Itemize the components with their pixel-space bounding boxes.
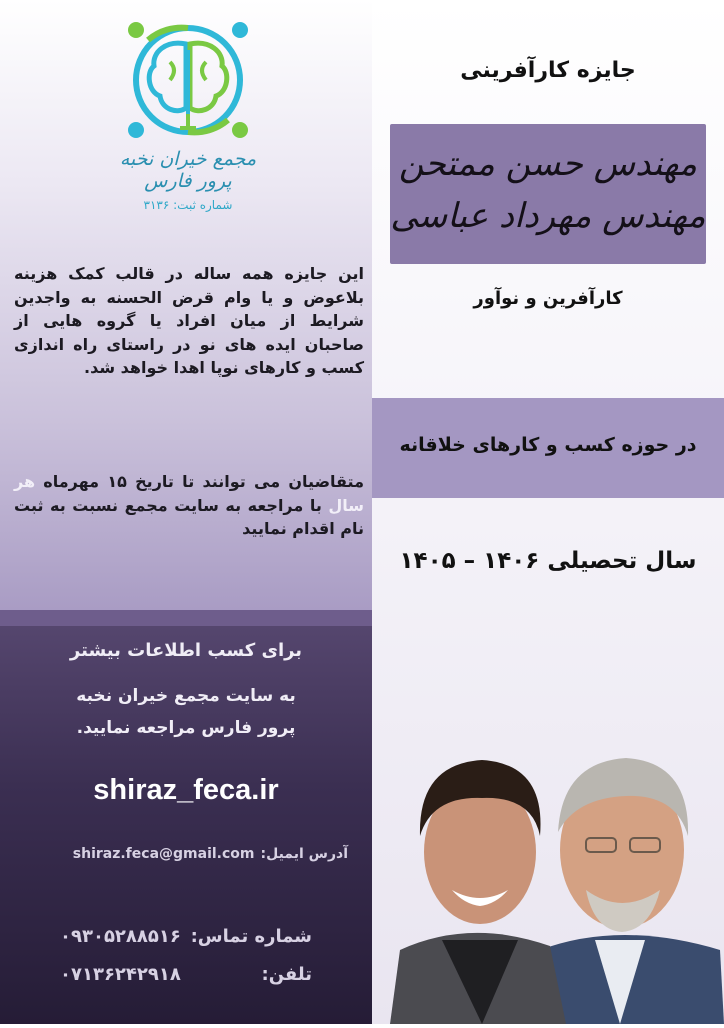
logo xyxy=(108,10,268,225)
applicants-notice xyxy=(14,470,364,541)
registration-number: شماره ثبت: ۳۱۳۶ xyxy=(143,198,233,212)
applicants-text-2: با مراجعه به سایت مجمع نسبت به ثبت نام اقدام نمایید xyxy=(14,495,364,538)
award-tagline: کارآفرین و نوآور xyxy=(473,288,623,309)
award-field: در حوزه کسب و کارهای خلاقانه xyxy=(399,434,697,456)
academic-year: سال تحصیلی ۱۴۰۶ – ۱۴۰۵ xyxy=(399,548,697,574)
award-title: جایزه کارآفرینی xyxy=(460,58,636,83)
email-row xyxy=(18,846,348,862)
brain-tree-icon xyxy=(108,10,268,150)
tel-row xyxy=(60,964,312,985)
tel-label: تلفن: xyxy=(261,964,312,985)
winner-name-2: مهندس مهرداد عباسی xyxy=(390,196,706,236)
site-text-line-2: پرور فارس مراجعه نمایید. xyxy=(76,718,296,738)
phone-number[interactable]: ۰۹۳۰۵۲۸۸۵۱۶ xyxy=(60,926,181,947)
portrait-right xyxy=(530,758,724,1024)
email-address[interactable]: shiraz.feca@gmail.com xyxy=(72,846,255,862)
winners-photo xyxy=(390,740,724,1024)
more-info-title: برای کسب اطلاعات بیشتر xyxy=(69,640,303,661)
phone-row xyxy=(60,926,312,947)
portrait-left xyxy=(390,760,566,1024)
winner-name-1: مهندس حسن ممتحن xyxy=(398,144,698,184)
applicants-highlight: هر سال xyxy=(14,472,364,515)
contact-panel xyxy=(0,610,372,1024)
logo-name: مجمع خیران نخبه پرور فارس xyxy=(119,148,257,192)
site-text-line-1: به سایت مجمع خیران نخبه xyxy=(76,686,296,706)
award-description: این جایزه همه ساله در قالب کمک هزینه بلاعوض و یا وام قرض الحسنه به واجدین شرایط از میان افراد یا گروه هایی از صاحبان ایده های نو در راستای راه اندازی کسب و کارهای نوپا اهدا خواهد شد. xyxy=(14,264,364,377)
website-link[interactable]: shiraz_feca.ir xyxy=(93,774,279,806)
applicants-text-1: متقاضیان می توانند تا تاریخ ۱۵ مهرماه xyxy=(35,472,364,491)
tel-number[interactable]: ۰۷۱۳۶۲۴۲۹۱۸ xyxy=(60,964,181,985)
email-label: آدرس ایمیل: xyxy=(260,846,348,862)
phone-label: شماره تماس: xyxy=(190,926,312,947)
